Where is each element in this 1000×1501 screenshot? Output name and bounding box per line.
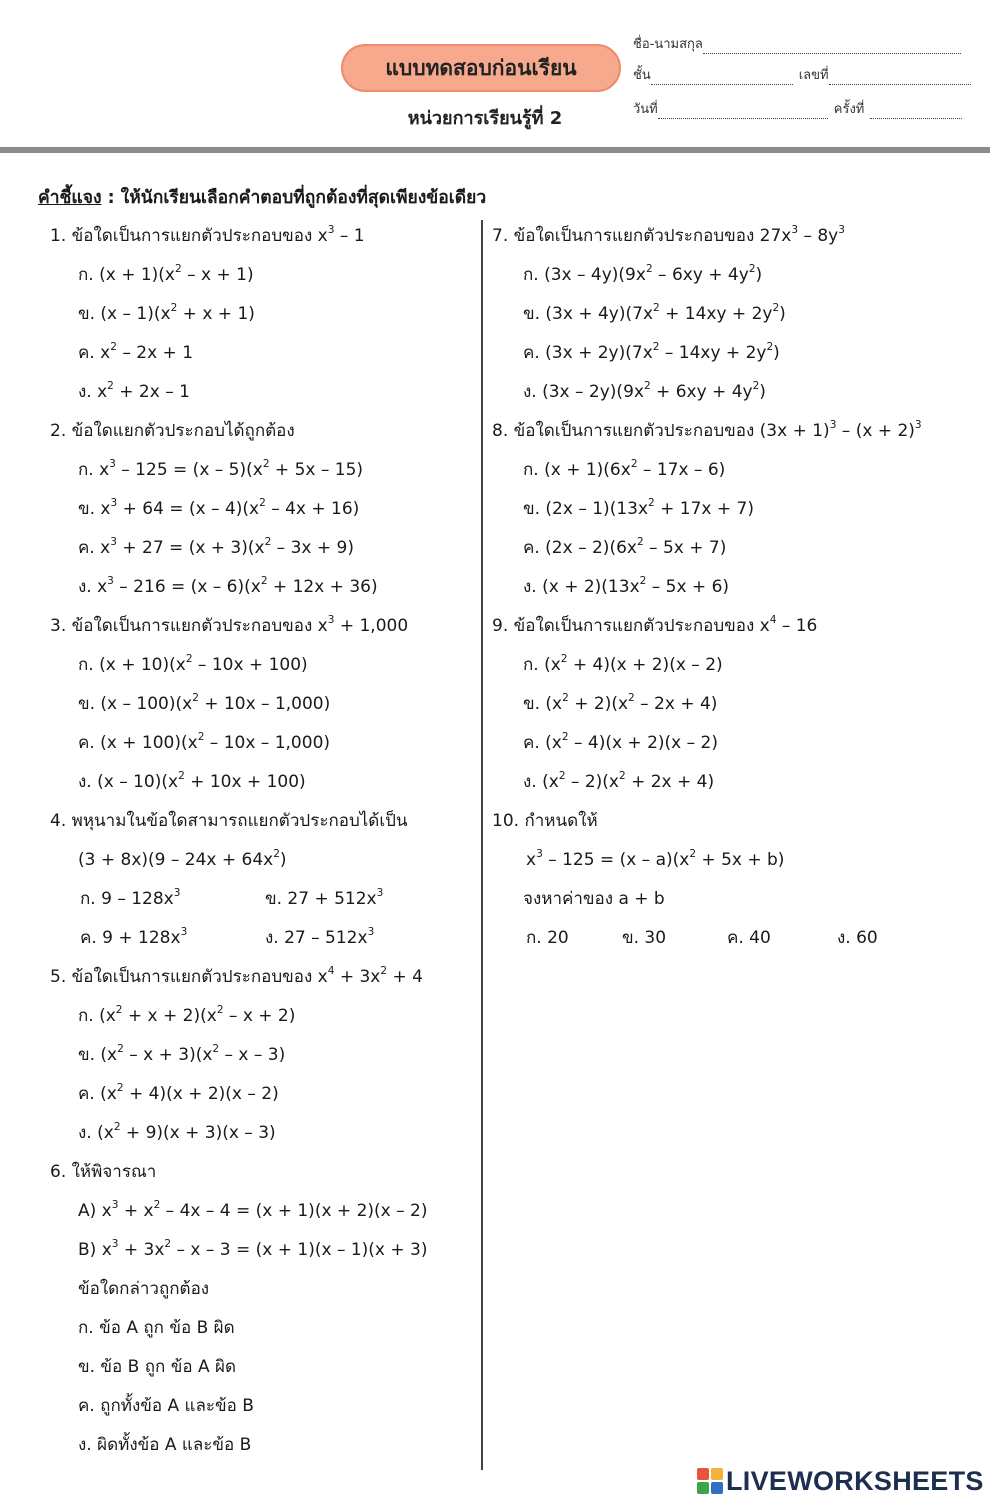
right-question-column: [492, 222, 987, 963]
answer-choice[interactable]: ค. $x^3 + 27 = (x + 3)(x^2 - 3x + 9)$: [78, 536, 354, 558]
instructions: [38, 183, 486, 211]
question-stem: 6. ให้พิจารณา: [50, 1162, 157, 1182]
answer-choice[interactable]: ก. $9 - 128x^3$: [80, 887, 181, 909]
date-blank[interactable]: [658, 104, 828, 119]
answer-choice[interactable]: ข. $(x - 100)(x^2 + 10x - 1,000)$: [78, 692, 331, 714]
question-detail: ข้อใดกล่าวถูกต้อง: [78, 1279, 210, 1299]
column-divider: [481, 220, 483, 1470]
instructions-text: : ให้นักเรียนเลือกคำตอบที่ถูกต้องที่สุดเพียงข้อเดียว: [101, 188, 487, 208]
question-stem: 4. พหุนามในข้อใดสามารถแยกตัวประกอบได้เป็น: [50, 811, 408, 831]
answer-choice[interactable]: ง. 60: [837, 928, 878, 948]
worksheet-title-banner: [341, 44, 621, 92]
answer-choice[interactable]: ค. $(3x + 2y)(7x^2 - 14xy + 2y^2)$: [523, 341, 780, 363]
name-label: ชื่อ-นามสกุล: [633, 37, 703, 52]
question-stem: 2. ข้อใดแยกตัวประกอบได้ถูกต้อง: [50, 421, 295, 441]
answer-choice[interactable]: ข. $x^3 + 64 = (x - 4)(x^2 - 4x + 16)$: [78, 497, 360, 519]
number-label: เลขที่: [798, 68, 829, 83]
answer-choice-row: [50, 885, 475, 924]
date-time-field: [633, 98, 962, 119]
answer-choice[interactable]: ข. ข้อ B ถูก ข้อ A ผิด: [78, 1357, 236, 1377]
answer-choice[interactable]: ง. $(x^2 + 9)(x + 3)(x - 3)$: [78, 1121, 276, 1143]
class-blank[interactable]: [651, 70, 793, 85]
answer-choice[interactable]: ก. $(x + 10)(x^2 - 10x + 100)$: [78, 653, 308, 675]
left-question-column: [50, 222, 475, 1470]
answer-choice[interactable]: ค. $(x + 100)(x^2 - 10x - 1,000)$: [78, 731, 331, 753]
answer-choice[interactable]: ก. 20: [526, 928, 569, 948]
class-number-field: [633, 64, 971, 85]
answer-choice[interactable]: ข. $27 + 512x^3$: [265, 887, 384, 909]
answer-choice[interactable]: ง. $(x - 10)(x^2 + 10x + 100)$: [78, 770, 306, 792]
class-label: ชั้น: [633, 68, 651, 83]
answer-choice[interactable]: ก. $(x + 1)(x^2 - x + 1)$: [78, 263, 254, 285]
answer-choice[interactable]: ก. $x^3 - 125 = (x - 5)(x^2 + 5x - 15)$: [78, 458, 364, 480]
answer-choice[interactable]: ข. $(x^2 - x + 3)(x^2 - x - 3)$: [78, 1043, 286, 1065]
question-stem: 7. ข้อใดเป็นการแยกตัวประกอบของ $27x^3 - 8y^3$: [492, 224, 845, 246]
instructions-heading: คำชี้แจง: [38, 188, 102, 208]
answer-choice-row: [492, 924, 987, 963]
answer-choice[interactable]: ง. $(x + 2)(13x^2 - 5x + 6)$: [523, 575, 730, 597]
question-stem: 5. ข้อใดเป็นการแยกตัวประกอบของ $x^4 + 3x^2 + 4$: [50, 965, 423, 987]
time-label: ครั้งที่: [833, 102, 865, 117]
date-label: วันที่: [633, 102, 658, 117]
answer-choice[interactable]: ค. ถูกทั้งข้อ A และข้อ B: [78, 1396, 254, 1416]
answer-choice[interactable]: ค. 40: [727, 928, 771, 948]
answer-choice[interactable]: ค. $9 + 128x^3$: [80, 926, 188, 948]
worksheet-title: แบบทดสอบก่อนเรียน: [385, 55, 577, 80]
name-blank[interactable]: [703, 39, 961, 54]
question-stem: 10. กำหนดให้: [492, 811, 598, 831]
question-stem: 9. ข้อใดเป็นการแยกตัวประกอบของ $x^4 - 16$: [492, 614, 818, 636]
answer-choice[interactable]: ค. $(x^2 - 4)(x + 2)(x - 2)$: [523, 731, 718, 753]
answer-choice[interactable]: ง. $(x^2 - 2)(x^2 + 2x + 4)$: [523, 770, 715, 792]
question-stem: 3. ข้อใดเป็นการแยกตัวประกอบของ $x^3 + 1,000$: [50, 614, 409, 636]
header-divider: [0, 147, 990, 153]
answer-choice[interactable]: ค. $(x^2 + 4)(x + 2)(x - 2)$: [78, 1082, 279, 1104]
answer-choice[interactable]: ข. $(2x - 1)(13x^2 + 17x + 7)$: [523, 497, 754, 519]
answer-choice[interactable]: ก. $(x + 1)(6x^2 - 17x - 6)$: [523, 458, 726, 480]
answer-choice[interactable]: ค. $x^2 - 2x + 1$: [78, 341, 194, 363]
answer-choice[interactable]: ก. $(3x - 4y)(9x^2 - 6xy + 4y^2)$: [523, 263, 763, 285]
question-stem: 1. ข้อใดเป็นการแยกตัวประกอบของ $x^3 - 1$: [50, 224, 365, 246]
question-detail: A) $x^3 + x^2 - 4x - 4 = (x + 1)(x + 2)(x - 2)$: [78, 1199, 428, 1221]
unit-subtitle: หน่วยการเรียนรู้ที่ 2: [407, 108, 563, 129]
answer-choice[interactable]: ง. ผิดทั้งข้อ A และข้อ B: [78, 1435, 252, 1455]
number-blank[interactable]: [829, 70, 971, 85]
answer-choice[interactable]: ก. $(x^2 + 4)(x + 2)(x - 2)$: [523, 653, 723, 675]
answer-choice[interactable]: ง. $27 - 512x^3$: [265, 926, 375, 948]
answer-choice[interactable]: ข. 30: [622, 928, 667, 948]
name-field: [633, 33, 961, 54]
answer-choice[interactable]: ง. $(3x - 2y)(9x^2 + 6xy + 4y^2)$: [523, 380, 766, 402]
answer-choice[interactable]: ข. $(x^2 + 2)(x^2 - 2x + 4)$: [523, 692, 718, 714]
answer-choice[interactable]: ก. ข้อ A ถูก ข้อ B ผิด: [78, 1318, 235, 1338]
time-blank[interactable]: [870, 104, 962, 119]
answer-choice[interactable]: ง. $x^2 + 2x - 1$: [78, 380, 190, 402]
answer-choice[interactable]: ง. $x^3 - 216 = (x - 6)(x^2 + 12x + 36)$: [78, 575, 378, 597]
liveworksheets-brand: LIVEWORKSHEETS: [726, 1465, 984, 1496]
question-detail: จงหาค่าของ a + b: [523, 889, 665, 909]
answer-choice[interactable]: ข. $(x - 1)(x^2 + x + 1)$: [78, 302, 255, 324]
question-stem: 8. ข้อใดเป็นการแยกตัวประกอบของ $(3x + 1)^3 - (x + 2)^3$: [492, 419, 922, 441]
answer-choice[interactable]: ข. $(3x + 4y)(7x^2 + 14xy + 2y^2)$: [523, 302, 786, 324]
question-detail: $x^3 - 125 = (x - a)(x^2 + 5x + b)$: [526, 848, 785, 870]
answer-choice-row: [50, 924, 475, 963]
question-detail: B) $x^3 + 3x^2 - x - 3 = (x + 1)(x - 1)(x + 3)$: [78, 1238, 428, 1260]
answer-choice[interactable]: ก. $(x^2 + x + 2)(x^2 - x + 2)$: [78, 1004, 296, 1026]
question-detail: $(3 + 8x)(9 - 24x + 64x^2)$: [78, 848, 287, 870]
liveworksheets-logo-icon: [697, 1468, 723, 1494]
liveworksheets-logo: [697, 1466, 993, 1496]
answer-choice[interactable]: ค. $(2x - 2)(6x^2 - 5x + 7)$: [523, 536, 727, 558]
